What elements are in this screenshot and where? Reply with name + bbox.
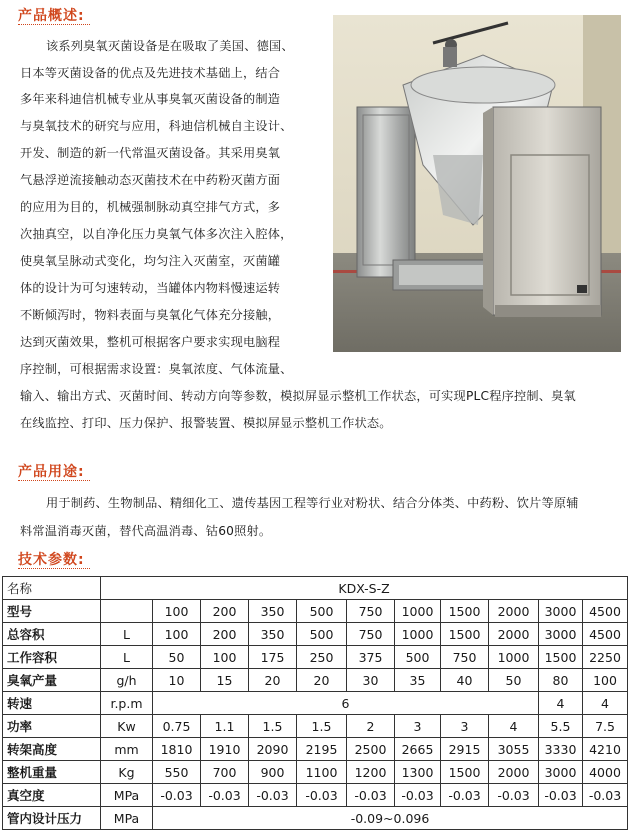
usage-title-rule	[18, 480, 90, 481]
overview-title-rule	[18, 24, 90, 25]
overview-line: 气悬浮逆流接触动态灭菌技术在中药粉灭菌方面	[20, 173, 281, 187]
spec-row-label: 臭氧产量	[3, 669, 101, 692]
spec-cell: 350	[249, 600, 297, 623]
spec-cell: 3330	[539, 738, 583, 761]
overview-line: 使臭氧呈脉动式变化，均匀注入灭菌室，灭菌罐	[20, 254, 281, 268]
spec-cell: 900	[249, 761, 297, 784]
spec-row-unit: MPa	[101, 807, 153, 830]
spec-cell: 250	[297, 646, 347, 669]
spec-cell: -0.03	[153, 784, 201, 807]
spec-cell: 550	[153, 761, 201, 784]
specs-title-rule	[18, 568, 90, 569]
sterilizer-machine-image	[333, 15, 621, 352]
usage-title: 产品用途:	[18, 464, 85, 480]
spec-row	[3, 807, 628, 830]
usage-line: 用于制药、生物制品、精细化工、遗传基因工程等行业对粉状、结合分体类、中药粉、饮片等原辅	[46, 496, 579, 510]
spec-row-label: 转速	[3, 692, 101, 715]
spec-cell: 500	[395, 646, 441, 669]
spec-row-label: 功率	[3, 715, 101, 738]
spec-row-unit: L	[101, 623, 153, 646]
overview-line: 体的设计为可匀速转动，当罐体内物料慢速运转	[20, 281, 281, 295]
spec-cell: 2090	[249, 738, 297, 761]
overview-line: 日本等灭菌设备的优点及先进技术基础上，结合	[20, 66, 281, 80]
spec-cell: 1300	[395, 761, 441, 784]
spec-cell: 4	[489, 715, 539, 738]
spec-row-unit: Kw	[101, 715, 153, 738]
spec-row	[3, 784, 628, 807]
spec-cell: -0.03	[489, 784, 539, 807]
spec-row	[3, 715, 628, 738]
spec-cell: -0.03	[297, 784, 347, 807]
spec-cell: 2000	[489, 600, 539, 623]
spec-cell: 4	[539, 692, 583, 715]
spec-cell: 3055	[489, 738, 539, 761]
spec-cell: 1100	[297, 761, 347, 784]
spec-cell: -0.03	[347, 784, 395, 807]
spec-cell: 50	[153, 646, 201, 669]
usage-line: 料常温消毒灭菌，替代高温消毒、钴60照射。	[20, 524, 272, 538]
spec-cell: 4500	[583, 623, 628, 646]
spec-cell: 2915	[441, 738, 489, 761]
spec-cell: 15	[201, 669, 249, 692]
spec-cell: 750	[441, 646, 489, 669]
spec-cell: 1.5	[297, 715, 347, 738]
overview-line: 的应用为目的，机械强制脉动真空排气方式，多	[20, 200, 281, 214]
spec-cell: 5.5	[539, 715, 583, 738]
product-photo	[333, 15, 621, 352]
spec-cell: 4000	[583, 761, 628, 784]
spec-cell: 3000	[539, 600, 583, 623]
spec-row	[3, 738, 628, 761]
spec-row	[3, 600, 628, 623]
spec-cell: 4210	[583, 738, 628, 761]
spec-cell: 700	[201, 761, 249, 784]
spec-cell: 750	[347, 623, 395, 646]
spec-cell: 3000	[539, 623, 583, 646]
spec-row-label: 转架高度	[3, 738, 101, 761]
overview-line: 次抽真空，以自净化压力臭氧气体多次注入腔体，	[20, 227, 293, 241]
spec-row	[3, 692, 628, 715]
spec-cell: 175	[249, 646, 297, 669]
spec-cell: -0.03	[201, 784, 249, 807]
spec-cell: 4500	[583, 600, 628, 623]
spec-cell: -0.03	[583, 784, 628, 807]
spec-cell: 200	[201, 600, 249, 623]
spec-cell: 1200	[347, 761, 395, 784]
spec-cell: 1910	[201, 738, 249, 761]
spec-cell: -0.03	[441, 784, 489, 807]
spec-cell: 100	[201, 646, 249, 669]
spec-row-unit: mm	[101, 738, 153, 761]
spec-row-unit: r.p.m	[101, 692, 153, 715]
spec-cell: 100	[153, 600, 201, 623]
spec-cell: 0.75	[153, 715, 201, 738]
spec-row	[3, 669, 628, 692]
spec-cell: 2195	[297, 738, 347, 761]
spec-header-label: 名称	[3, 577, 101, 600]
spec-cell: 1.5	[249, 715, 297, 738]
spec-cell: -0.03	[249, 784, 297, 807]
spec-cell: 50	[489, 669, 539, 692]
overview-line: 该系列臭氧灭菌设备是在吸取了美国、德国、	[46, 39, 294, 53]
spec-row-unit: Kg	[101, 761, 153, 784]
overview-line: 开发、制造的新一代常温灭菌设备。其采用臭氧	[20, 146, 281, 160]
spec-cell: 30	[347, 669, 395, 692]
spec-cell: 1500	[441, 623, 489, 646]
spec-cell: 3000	[539, 761, 583, 784]
overview-title: 产品概述:	[18, 8, 85, 24]
overview-line: 在线监控、打印、压力保护、报警装置、模拟屏显示整机工作状态。	[20, 416, 392, 430]
spec-cell: 1500	[441, 600, 489, 623]
spec-row-unit: g/h	[101, 669, 153, 692]
spec-row-label: 总容积	[3, 623, 101, 646]
spec-row	[3, 761, 628, 784]
spec-cell: 1000	[395, 600, 441, 623]
specs-title: 技术参数:	[18, 552, 85, 568]
spec-cell: 375	[347, 646, 395, 669]
spec-cell: -0.03	[539, 784, 583, 807]
spec-cell: 1500	[539, 646, 583, 669]
spec-cell: 20	[297, 669, 347, 692]
spec-cell: 100	[583, 669, 628, 692]
spec-cell: 2250	[583, 646, 628, 669]
spec-cell: 2500	[347, 738, 395, 761]
spec-cell: -0.03	[395, 784, 441, 807]
overview-line: 多年来科迪信机械专业从事臭氧灭菌设备的制造	[20, 92, 281, 106]
spec-cell: 10	[153, 669, 201, 692]
spec-header-model: KDX-S-Z	[101, 577, 628, 600]
overview-line: 与臭氧技术的研究与应用，科迪信机械自主设计、	[20, 119, 293, 133]
spec-row-label: 整机重量	[3, 761, 101, 784]
spec-cell: 2665	[395, 738, 441, 761]
spec-cell: 200	[201, 623, 249, 646]
spec-cell: 1500	[441, 761, 489, 784]
spec-cell: 100	[153, 623, 201, 646]
spec-cell: 500	[297, 600, 347, 623]
spec-cell-merged: -0.09~0.096	[153, 807, 628, 830]
spec-row	[3, 623, 628, 646]
spec-cell: 2000	[489, 761, 539, 784]
spec-cell: 1810	[153, 738, 201, 761]
spec-row-unit: L	[101, 646, 153, 669]
spec-cell: 2000	[489, 623, 539, 646]
spec-cell: 350	[249, 623, 297, 646]
spec-cell: 20	[249, 669, 297, 692]
spec-cell: 80	[539, 669, 583, 692]
spec-cell: 500	[297, 623, 347, 646]
spec-cell: 1.1	[201, 715, 249, 738]
spec-table	[2, 576, 628, 830]
overview-line: 达到灭菌效果，整机可根据客户要求实现电脑程	[20, 335, 281, 349]
spec-row-label: 真空度	[3, 784, 101, 807]
spec-cell: 2	[347, 715, 395, 738]
spec-row-label: 工作容积	[3, 646, 101, 669]
spec-header-row	[3, 577, 628, 600]
spec-cell: 40	[441, 669, 489, 692]
spec-row-unit	[101, 600, 153, 623]
spec-row-label: 管内设计压力	[3, 807, 101, 830]
spec-cell: 1000	[489, 646, 539, 669]
spec-cell: 1000	[395, 623, 441, 646]
spec-cell: 4	[583, 692, 628, 715]
overview-line: 序控制，可根据需求设置：臭氧浓度、气体流量、	[20, 362, 293, 376]
spec-row	[3, 646, 628, 669]
spec-cell-merged: 6	[153, 692, 539, 715]
spec-cell: 35	[395, 669, 441, 692]
spec-cell: 3	[441, 715, 489, 738]
overview-line: 不断倾泻时，物料表面与臭氧化气体充分接触，	[20, 308, 281, 322]
spec-row-label: 型号	[3, 600, 101, 623]
spec-cell: 3	[395, 715, 441, 738]
spec-row-unit: MPa	[101, 784, 153, 807]
spec-cell: 750	[347, 600, 395, 623]
spec-cell: 7.5	[583, 715, 628, 738]
overview-line: 输入、输出方式、灭菌时间、转动方向等参数，模拟屏显示整机工作状态，可实现PLC程序控制、臭氧	[20, 389, 576, 403]
